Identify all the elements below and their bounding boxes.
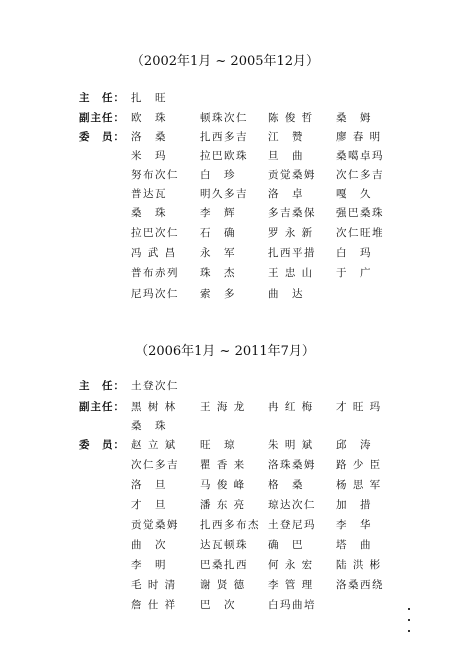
member-name: 杨 思 军 (336, 479, 382, 491)
section-1-period-title: （2002年1月 ~ 2005年12月） (130, 54, 320, 69)
member-name: 詹 仕 祥 (131, 599, 177, 611)
member-name: 土登尼玛 (268, 519, 316, 531)
member-name: 洛珠桑姆 (268, 459, 316, 471)
member-name: 洛 旦 (131, 479, 167, 491)
member-name: 次仁多吉 (131, 459, 179, 471)
member-name: 黑 树 林 (131, 401, 177, 413)
member-name: 桑 姆 (336, 112, 372, 124)
member-name: 索 多 (200, 288, 236, 300)
member-name: 拉巴欧珠 (200, 150, 248, 162)
member-name: 罗 永 新 (268, 227, 314, 239)
member-name: 马 俊 峰 (200, 479, 246, 491)
member-name: 石 确 (200, 227, 236, 239)
member-name: 米 玛 (131, 150, 167, 162)
member-name: 冯 武 昌 (131, 247, 177, 259)
member-name: 珠 杰 (200, 267, 236, 279)
member-name: 贡觉桑姆 (268, 169, 316, 181)
member-name: 白玛曲培 (268, 599, 316, 611)
member-name: 白 珍 (200, 169, 236, 181)
role-label: 副主任： (79, 401, 125, 413)
member-name: 多吉桑保 (268, 207, 316, 219)
member-name: 廖 春 明 (336, 131, 382, 143)
member-name: 洛 桑 (131, 131, 167, 143)
member-name: 扎西平措 (268, 247, 316, 259)
member-name: 曲 达 (268, 288, 304, 300)
member-name: 塔 曲 (336, 539, 372, 551)
member-name: 顿珠次仁 (200, 112, 248, 124)
member-name: 拉巴次仁 (131, 227, 179, 239)
member-name: 李 管 理 (268, 579, 314, 591)
member-name: 桑 珠 (131, 207, 167, 219)
member-name: 赵 立 斌 (131, 439, 177, 451)
member-name: 达瓦顿珠 (200, 539, 248, 551)
role-label: 主 任： (79, 380, 125, 392)
member-name: 普布赤列 (131, 267, 179, 279)
member-name: 曲 次 (131, 539, 167, 551)
member-name: 才 旺 玛 (336, 401, 382, 413)
member-name: 巴 次 (200, 599, 236, 611)
role-label: 主 任： (79, 92, 125, 104)
member-name: 何 永 宏 (268, 559, 314, 571)
member-name: 谢 贤 德 (200, 579, 246, 591)
member-name: 洛桑西绕 (336, 579, 384, 591)
member-name: 冉 红 梅 (268, 401, 314, 413)
member-name: 陆 洪 彬 (336, 559, 382, 571)
member-name: 强巴桑珠 (336, 207, 384, 219)
member-name: 扎西多布杰 (200, 519, 260, 531)
member-name: 确 巴 (268, 539, 304, 551)
member-name: 于 广 (336, 267, 372, 279)
member-name: 次仁多吉 (336, 169, 384, 181)
member-name: 陈 俊 哲 (268, 112, 314, 124)
member-name: 普达瓦 (131, 188, 167, 200)
member-name: 次仁旺堆 (336, 227, 384, 239)
member-name: 李 辉 (200, 207, 236, 219)
member-name: 嘎 久 (336, 188, 372, 200)
section-2-period-title: （2006年1月 ~ 2011年7月） (135, 344, 315, 359)
member-name: 王 忠 山 (268, 267, 314, 279)
member-name: 白 玛 (336, 247, 372, 259)
member-name: 琼达次仁 (268, 499, 316, 511)
member-name: 桑 珠 (131, 420, 167, 432)
role-label: 委 员： (79, 131, 125, 143)
member-name: 桑噶卓玛 (336, 150, 384, 162)
member-name: 洛 卓 (268, 188, 304, 200)
member-name: 扎西多吉 (200, 131, 248, 143)
member-name: 扎 旺 (131, 92, 167, 104)
member-name: 土登次仁 (131, 380, 179, 392)
member-name: 潘 东 亮 (200, 499, 246, 511)
member-name: 巴桑扎西 (200, 559, 248, 571)
member-name: 旦 曲 (268, 150, 304, 162)
member-name: 尼玛次仁 (131, 288, 179, 300)
member-name: 格 桑 (268, 479, 304, 491)
member-name: 欧 珠 (131, 112, 167, 124)
member-name: 路 少 臣 (336, 459, 382, 471)
member-name: 旺 琼 (200, 439, 236, 451)
member-name: 瞿 香 来 (200, 459, 246, 471)
member-name: 江 赞 (268, 131, 304, 143)
member-name: 王 海 龙 (200, 401, 246, 413)
role-label: 副主任： (79, 112, 125, 124)
member-name: 毛 时 清 (131, 579, 177, 591)
member-name: 朱 明 斌 (268, 439, 314, 451)
member-name: 才 旦 (131, 499, 167, 511)
member-name: 努布次仁 (131, 169, 179, 181)
member-name: 明久多吉 (200, 188, 248, 200)
member-name: 邱 涛 (336, 439, 372, 451)
corner-dots-mark (405, 608, 415, 634)
member-name: 加 措 (336, 499, 372, 511)
member-name: 永 军 (200, 247, 236, 259)
member-name: 李 华 (336, 519, 372, 531)
member-name: 李 明 (131, 559, 167, 571)
role-label: 委 员： (79, 439, 125, 451)
member-name: 贡觉桑姆 (131, 519, 179, 531)
